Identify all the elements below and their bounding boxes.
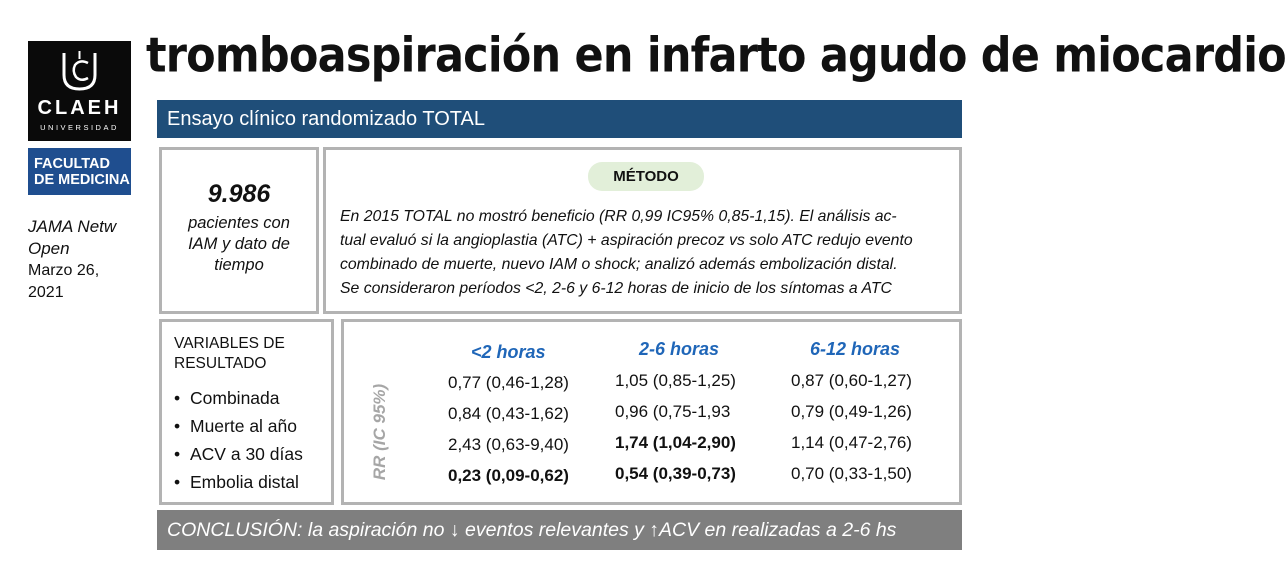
table-cell: 1,05 (0,85-1,25)	[615, 371, 736, 390]
patients-desc-line: pacientes con	[188, 214, 290, 232]
patients-description	[162, 213, 316, 276]
column-header-2-6: 2-6 horas	[639, 339, 720, 359]
results-box	[341, 319, 962, 505]
rr-axis-text: RR (IC 95%)	[370, 383, 389, 481]
table-cell: 0,87 (0,60-1,27)	[791, 371, 912, 390]
uc-emblem-icon	[28, 49, 131, 100]
variables-list	[174, 384, 331, 496]
date-line-1: Marzo 26,	[28, 262, 100, 279]
conclusion-bar	[157, 510, 962, 550]
method-line: tual evaluó si la angioplastia (ATC) + aspiración precoz vs solo ATC redujo evento	[340, 232, 913, 249]
table-cell: 0,79 (0,49-1,26)	[791, 402, 912, 421]
method-box	[323, 147, 962, 314]
table-cell-significant: 0,54 (0,39-0,73)	[615, 464, 736, 483]
table-cell: 0,70 (0,33-1,50)	[791, 464, 912, 483]
list-item: • ACV a 30 días	[174, 440, 331, 468]
method-text	[340, 205, 945, 301]
list-item: • Combinada	[174, 384, 331, 412]
method-line: En 2015 TOTAL no mostró beneficio (RR 0,99 IC95% 0,85-1,15). El análisis ac-	[340, 208, 897, 225]
faculty-line-2: DE MEDICINA	[34, 172, 130, 188]
claeh-logo	[28, 41, 131, 141]
method-label: MÉTODO	[588, 162, 704, 191]
claeh-subtitle: UNIVERSIDAD	[40, 123, 119, 132]
column-header-6-12: 6-12 horas	[810, 339, 901, 359]
patients-desc-line: IAM y dato de	[188, 235, 290, 253]
variables-box	[159, 319, 334, 505]
conclusion-prefix: CONCLUSIÓN:	[167, 519, 303, 541]
list-item: • Embolia distal	[174, 468, 331, 496]
date-line-2: 2021	[28, 284, 64, 301]
claeh-name: CLAEH	[37, 97, 122, 119]
table-cell: 1,14 (0,47-2,76)	[791, 433, 912, 452]
faculty-line-1: FACULTAD	[34, 156, 110, 172]
variables-heading-line: RESULTADO	[174, 355, 267, 372]
table-cell-significant: 1,74 (1,04-2,90)	[615, 433, 736, 452]
variables-heading	[174, 334, 331, 374]
table-cell: 0,77 (0,46-1,28)	[448, 373, 569, 392]
faculty-logo	[28, 148, 131, 195]
page-title: tromboaspiración en infarto agudo de miocardio	[146, 28, 1286, 84]
rr-axis-label	[354, 372, 404, 492]
method-line: combinado de muerte, nuevo IAM o shock; analizó además embolización distal.	[340, 256, 898, 273]
subtitle-bar: Ensayo clínico randomizado TOTAL	[157, 100, 962, 138]
patients-count: 9.986	[207, 180, 271, 208]
journal-line-2: Open	[28, 239, 70, 258]
table-cell: 0,84 (0,43-1,62)	[448, 404, 569, 423]
journal-line-1: JAMA Netw	[28, 217, 117, 236]
column-header-lt2: <2 horas	[471, 342, 546, 362]
table-cell: 0,96 (0,75-1,93	[615, 402, 731, 421]
table-cell-significant: 0,23 (0,09-0,62)	[448, 466, 569, 485]
list-item: • Muerte al año	[174, 412, 331, 440]
citation	[28, 216, 138, 304]
table-cell: 2,43 (0,63-9,40)	[448, 435, 569, 454]
patients-desc-line: tiempo	[214, 256, 264, 274]
variables-heading-line: VARIABLES DE	[174, 335, 285, 352]
patients-box	[159, 147, 319, 314]
conclusion-text: la aspiración no ↓ eventos relevantes y ↑ACV en realizadas a 2-6 hs	[302, 519, 897, 541]
method-line: Se consideraron períodos <2, 2-6 y 6-12 horas de inicio de los síntomas a ATC	[340, 280, 892, 297]
